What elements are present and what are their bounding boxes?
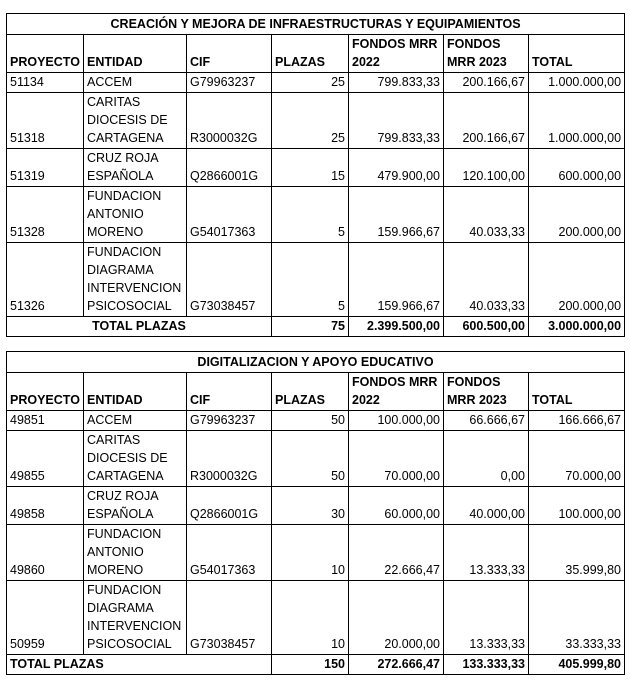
cell-proyecto: 51328 xyxy=(7,187,84,243)
header-cif: CIF xyxy=(187,373,272,411)
cell-total: 1.000.000,00 xyxy=(529,93,625,149)
cell-total: 600.000,00 xyxy=(529,149,625,187)
cell-fondos-2023: 0,00 xyxy=(444,431,529,487)
cell-fondos-2022: 479.900,00 xyxy=(349,149,444,187)
header-fondos-2022: FONDOS MRR 2022 xyxy=(349,35,444,73)
cell-plazas: 10 xyxy=(272,525,349,581)
table-title: DIGITALIZACION Y APOYO EDUCATIVO xyxy=(7,352,625,373)
header-row xyxy=(7,35,625,73)
header-proyecto: PROYECTO xyxy=(7,35,84,73)
totals-plazas: 150 xyxy=(272,655,349,675)
cell-fondos-2023: 40.033,33 xyxy=(444,243,529,317)
cell-cif: G73038457 xyxy=(187,243,272,317)
cell-plazas: 5 xyxy=(272,243,349,317)
cell-proyecto: 49858 xyxy=(7,487,84,525)
table-title: CREACIÓN Y MEJORA DE INFRAESTRUCTURAS Y EQUIPAMIENTOS xyxy=(7,14,625,35)
cell-cif: G79963237 xyxy=(187,73,272,93)
cell-cif: R3000032G xyxy=(187,431,272,487)
cell-fondos-2022: 70.000,00 xyxy=(349,431,444,487)
table-row xyxy=(7,243,625,317)
table-row xyxy=(7,487,625,525)
totals-fondos-2022: 272.666,47 xyxy=(349,655,444,675)
cell-plazas: 15 xyxy=(272,149,349,187)
table-row xyxy=(7,581,625,655)
totals-plazas: 75 xyxy=(272,317,349,337)
totals-row xyxy=(7,655,625,675)
cell-fondos-2022: 159.966,67 xyxy=(349,243,444,317)
totals-total: 405.999,80 xyxy=(529,655,625,675)
header-entidad: ENTIDAD xyxy=(84,373,187,411)
table-row xyxy=(7,187,625,243)
cell-fondos-2022: 159.966,67 xyxy=(349,187,444,243)
cell-entidad: ACCEM xyxy=(84,411,187,431)
cell-fondos-2022: 22.666,47 xyxy=(349,525,444,581)
cell-proyecto: 51134 xyxy=(7,73,84,93)
totals-fondos-2023: 600.500,00 xyxy=(444,317,529,337)
table-row xyxy=(7,431,625,487)
cell-total: 166.666,67 xyxy=(529,411,625,431)
cell-fondos-2022: 799.833,33 xyxy=(349,73,444,93)
cell-fondos-2023: 40.033,33 xyxy=(444,187,529,243)
cell-proyecto: 50959 xyxy=(7,581,84,655)
cell-total: 200.000,00 xyxy=(529,243,625,317)
cell-fondos-2023: 66.666,67 xyxy=(444,411,529,431)
cell-total: 200.000,00 xyxy=(529,187,625,243)
cell-total: 35.999,80 xyxy=(529,525,625,581)
cell-total: 100.000,00 xyxy=(529,487,625,525)
cell-plazas: 5 xyxy=(272,187,349,243)
cell-plazas: 10 xyxy=(272,581,349,655)
cell-entidad: ACCEM xyxy=(84,73,187,93)
cell-fondos-2023: 120.100,00 xyxy=(444,149,529,187)
cell-entidad: CRUZ ROJA ESPAÑOLA xyxy=(84,149,187,187)
header-total: TOTAL xyxy=(529,373,625,411)
header-fondos-2023: FONDOS MRR 2023 xyxy=(444,35,529,73)
cell-entidad: FUNDACION DIAGRAMA INTERVENCION PSICOSOCIAL xyxy=(84,581,187,655)
cell-total: 33.333,33 xyxy=(529,581,625,655)
cell-entidad: CRUZ ROJA ESPAÑOLA xyxy=(84,487,187,525)
cell-cif: R3000032G xyxy=(187,93,272,149)
cell-entidad: CARITAS DIOCESIS DE CARTAGENA xyxy=(84,93,187,149)
cell-proyecto: 49851 xyxy=(7,411,84,431)
cell-entidad: FUNDACION ANTONIO MORENO xyxy=(84,187,187,243)
header-row xyxy=(7,373,625,411)
cell-fondos-2022: 100.000,00 xyxy=(349,411,444,431)
header-fondos-2023: FONDOS MRR 2023 xyxy=(444,373,529,411)
cell-total: 70.000,00 xyxy=(529,431,625,487)
cell-plazas: 50 xyxy=(272,411,349,431)
cell-cif: G54017363 xyxy=(187,525,272,581)
table-row xyxy=(7,93,625,149)
table-row xyxy=(7,73,625,93)
header-cif: CIF xyxy=(187,35,272,73)
totals-label: TOTAL PLAZAS xyxy=(7,317,272,337)
cell-fondos-2023: 200.166,67 xyxy=(444,73,529,93)
cell-fondos-2022: 60.000,00 xyxy=(349,487,444,525)
header-entidad: ENTIDAD xyxy=(84,35,187,73)
table-digitalizacion xyxy=(6,351,625,675)
table-row xyxy=(7,149,625,187)
cell-fondos-2023: 13.333,33 xyxy=(444,581,529,655)
cell-cif: G79963237 xyxy=(187,411,272,431)
cell-proyecto: 49855 xyxy=(7,431,84,487)
table-row xyxy=(7,411,625,431)
cell-plazas: 25 xyxy=(272,73,349,93)
cell-cif: Q2866001G xyxy=(187,487,272,525)
cell-proyecto: 51319 xyxy=(7,149,84,187)
cell-fondos-2022: 20.000,00 xyxy=(349,581,444,655)
cell-cif: G54017363 xyxy=(187,187,272,243)
cell-plazas: 25 xyxy=(272,93,349,149)
cell-entidad: FUNDACION ANTONIO MORENO xyxy=(84,525,187,581)
header-plazas: PLAZAS xyxy=(272,373,349,411)
cell-cif: G73038457 xyxy=(187,581,272,655)
header-plazas: PLAZAS xyxy=(272,35,349,73)
table-row xyxy=(7,525,625,581)
cell-fondos-2023: 200.166,67 xyxy=(444,93,529,149)
cell-entidad: FUNDACION DIAGRAMA INTERVENCION PSICOSOCIAL xyxy=(84,243,187,317)
cell-proyecto: 49860 xyxy=(7,525,84,581)
cell-proyecto: 51326 xyxy=(7,243,84,317)
table-infraestructuras xyxy=(6,13,625,337)
cell-fondos-2023: 13.333,33 xyxy=(444,525,529,581)
cell-fondos-2022: 799.833,33 xyxy=(349,93,444,149)
header-fondos-2022: FONDOS MRR 2022 xyxy=(349,373,444,411)
cell-cif: Q2866001G xyxy=(187,149,272,187)
cell-plazas: 30 xyxy=(272,487,349,525)
totals-row xyxy=(7,317,625,337)
totals-fondos-2022: 2.399.500,00 xyxy=(349,317,444,337)
cell-proyecto: 51318 xyxy=(7,93,84,149)
totals-total: 3.000.000,00 xyxy=(529,317,625,337)
header-proyecto: PROYECTO xyxy=(7,373,84,411)
totals-label: TOTAL PLAZAS xyxy=(7,655,272,675)
cell-plazas: 50 xyxy=(272,431,349,487)
header-total: TOTAL xyxy=(529,35,625,73)
cell-fondos-2023: 40.000,00 xyxy=(444,487,529,525)
cell-entidad: CARITAS DIOCESIS DE CARTAGENA xyxy=(84,431,187,487)
cell-total: 1.000.000,00 xyxy=(529,73,625,93)
totals-fondos-2023: 133.333,33 xyxy=(444,655,529,675)
